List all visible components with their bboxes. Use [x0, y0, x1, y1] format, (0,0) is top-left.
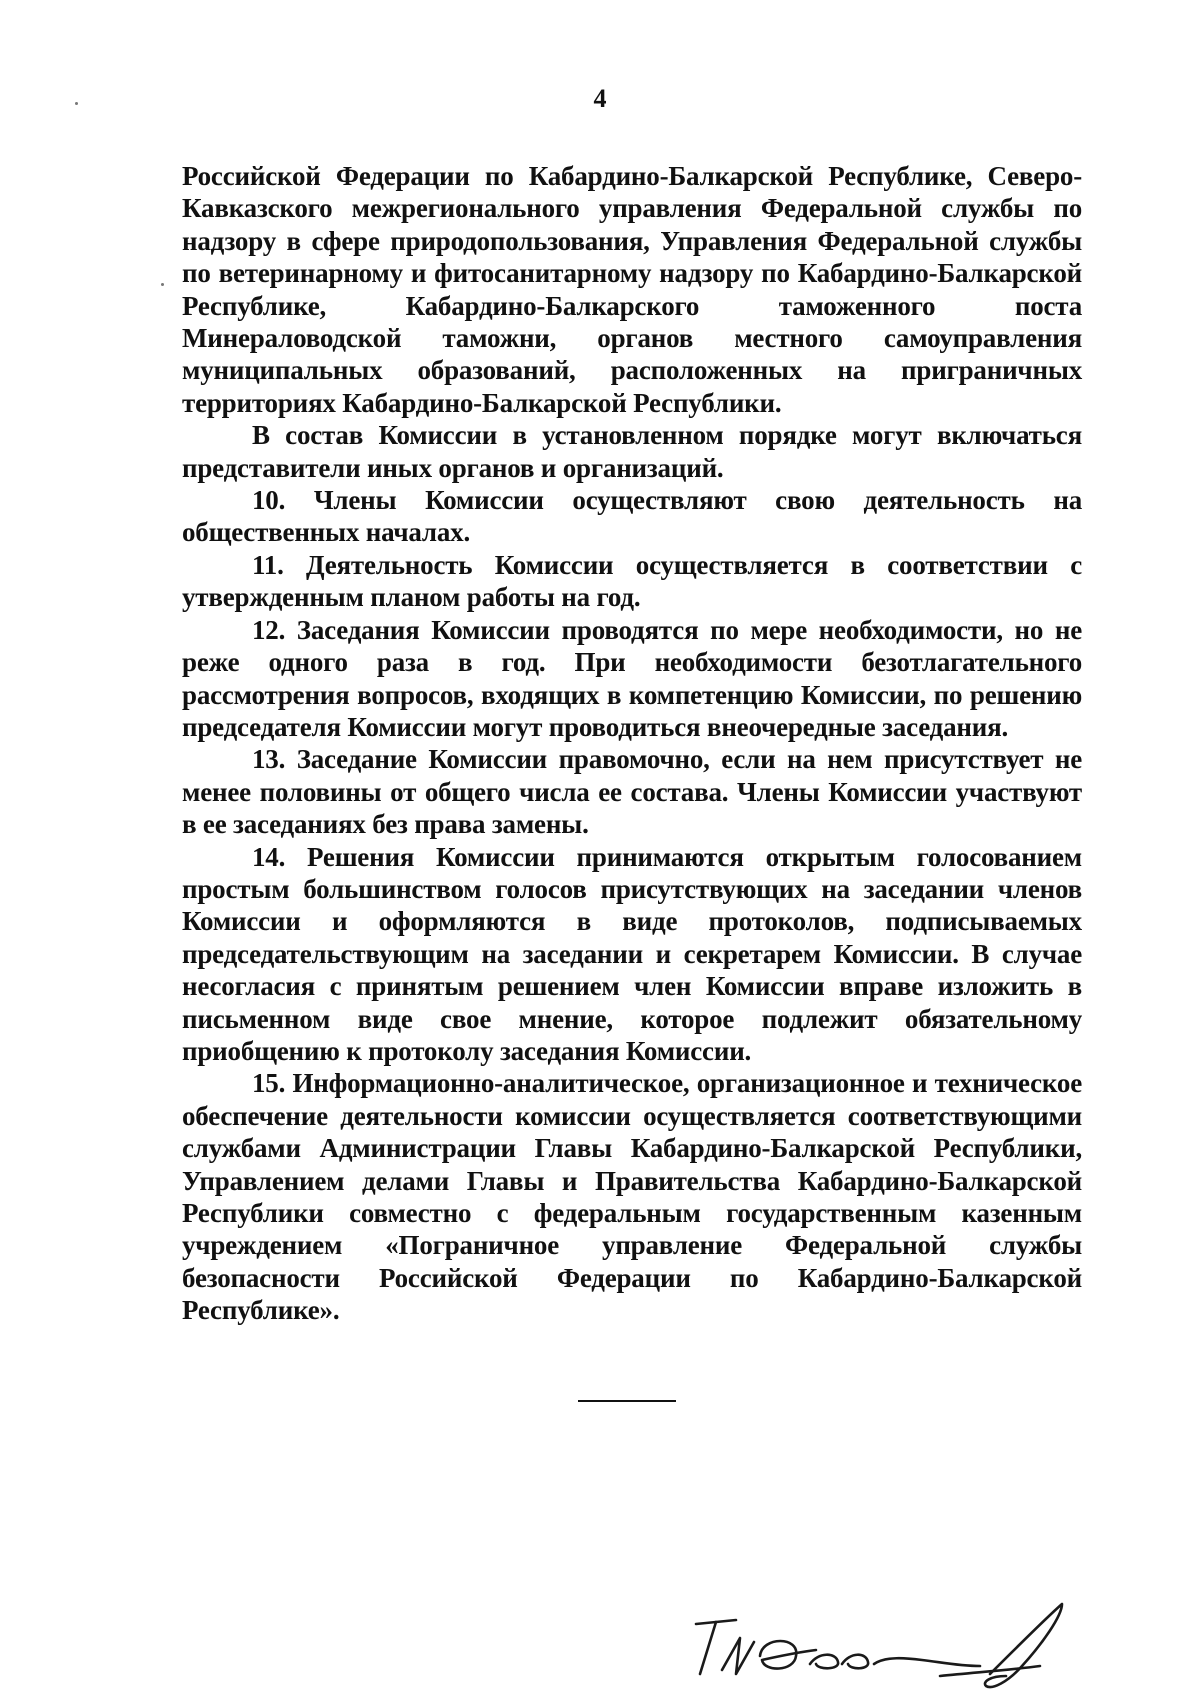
paragraph-continuation: Российской Федерации по Кабардино-Балкарской Республике, Северо-Кавказского межрегионального управления Федеральной службы по надзору в сфере природопользования, Управления Федеральной службы по ветеринарному и фитосанитарному надзору по Кабардино-Балкарской Республике, Кабардино-Балкарского таможенного поста Минераловодской таможни, органов местного самоуправления муниципальных образований, расположенных на приграничных территориях Кабардино-Балкарской Республики. — [182, 161, 1082, 418]
paragraph-11: 11. Деятельность Комиссии осуществляется в соответствии с утвержденным планом работы на год. — [182, 549, 1082, 613]
paragraph-commission-composition: В состав Комиссии в установленном порядке могут включаться представители иных органов и организаций. — [182, 420, 1082, 483]
body-text — [182, 160, 1082, 1327]
paragraph-13: 13. Заседание Комиссии правомочно, если на нем присутствует не менее половины от общего числа ее состава. Члены Комиссии участвуют в ее заседаниях без права замены. — [182, 744, 1082, 840]
paragraph-14: 14. Решения Комиссии принимаются открытым голосованием простым большинством голосов присутствующих на заседании членов Комиссии и оформляются в виде протоколов, подписываемых председательствующим на заседании и секретарем Комиссии. В случае несогласия с принятым решением член Комиссии вправе изложить в письменном виде свое мнение, которое подлежит обязательному приобщению к протоколу заседания Комиссии. — [182, 841, 1082, 1066]
paragraph-10: 10. Члены Комиссии осуществляют свою деятельность на общественных началах. — [182, 485, 1082, 548]
scan-speck — [75, 102, 78, 105]
page-number: 4 — [593, 84, 607, 113]
end-divider — [578, 1400, 676, 1402]
paragraph-12: 12. Заседания Комиссии проводятся по мере необходимости, но не реже одного раза в год. При необходимости безотлагательного рассмотрения вопросов, входящих в компетенцию Комиссии, по решению председателя Комиссии могут проводиться внеочередные заседания. — [182, 614, 1082, 742]
handwritten-signature-icon — [690, 1600, 1090, 1695]
scan-speck — [161, 283, 164, 286]
paragraph-15: 15. Информационно-аналитическое, организационное и техническое обеспечение деятельности комиссии осуществляется соответствующими службами Администрации Главы Кабардино-Балкарской Республики, Управлением делами Главы и Правительства Кабардино-Балкарской Республики совместно с федеральным государственным казенным учреждением «Пограничное управление Федеральной службы безопасности Российской Федерации по Кабардино-Балкарской Республике». — [182, 1068, 1082, 1326]
